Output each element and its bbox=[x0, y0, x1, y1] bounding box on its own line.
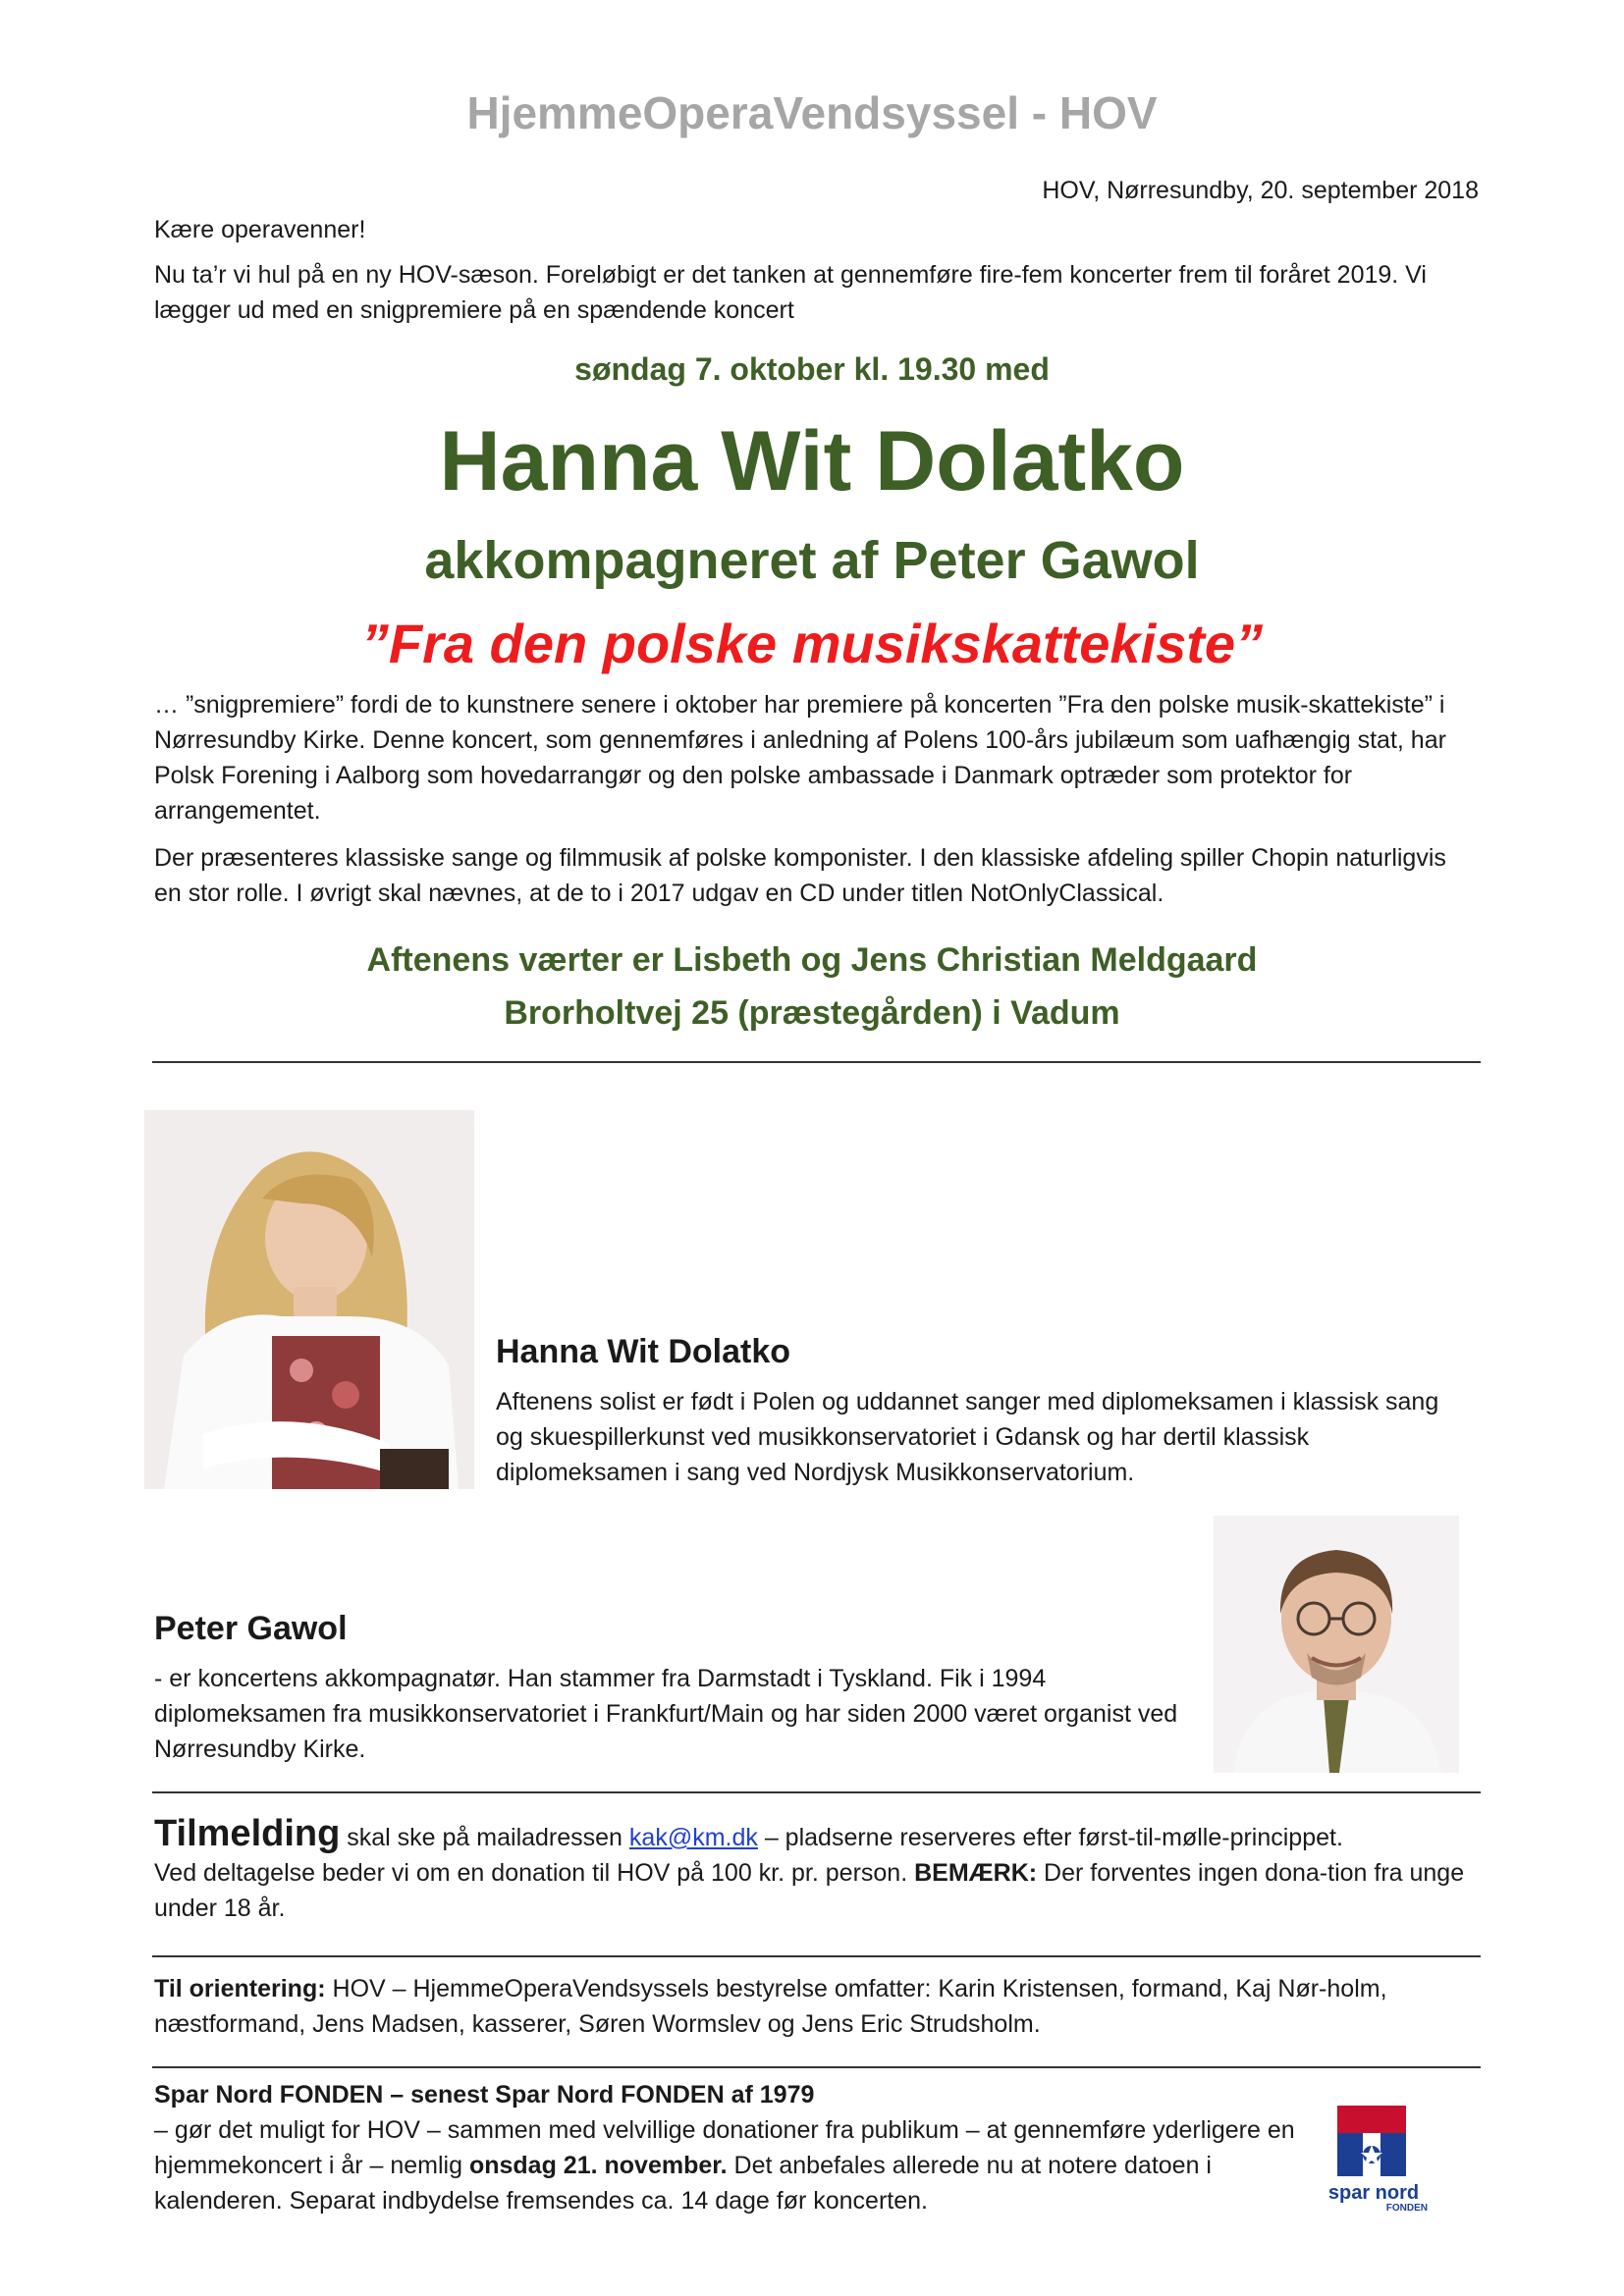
artist-headline: Hanna Wit Dolatko bbox=[439, 414, 1185, 508]
address-line: Brorholtvej 25 (præstegården) i Vadum bbox=[504, 994, 1120, 1032]
peter-bio-name: Peter Gawol bbox=[154, 1610, 348, 1647]
page-title: HjemmeOperaVendsyssel - HOV bbox=[466, 87, 1158, 138]
signup-text-after: – pladserne reserveres efter først-til-mølle-princippet. bbox=[757, 1824, 1343, 1851]
sponsor-heading: Spar Nord FONDEN – senest Spar Nord FONDEN af 1979 bbox=[154, 2081, 815, 2109]
spar-nord-logo-mark bbox=[1316, 2106, 1426, 2184]
hanna-bio-text: Aftenens solist er født i Polen og uddannet sanger med diplomeksamen i klassisk sang og skuespillerkunst ved musikkonservatoriet i Gdansk og har dertil klassisk diplomeksamen i sang ved Nordjysk Musikkonservatorium. bbox=[496, 1388, 1439, 1486]
donation-text: Ved deltagelse beder vi om en donation til HOV på 100 kr. pr. person. bbox=[154, 1859, 915, 1887]
intro-paragraph: Nu ta’r vi hul på en ny HOV-sæson. Foreløbigt er det tanken at gennemføre fire-fem koncerter frem til foråret 2019. Vi lægger ud med en snigpremiere på en spændende koncert bbox=[154, 261, 1427, 324]
peter-bio-text: - er koncertens akkompagnatør. Han stammer fra Darmstadt i Tyskland. Fik i 1994 diplomeksamen fra musikkonservatoriet i Frankfurt/Main og har siden 2000 været organist ved Nørresundby Kirke. bbox=[154, 1665, 1178, 1763]
logo-subtitle: FONDEN bbox=[1385, 2203, 1428, 2214]
peter-photo bbox=[1214, 1516, 1459, 1773]
hanna-photo bbox=[144, 1110, 474, 1489]
divider bbox=[152, 1791, 1481, 1793]
divider bbox=[152, 1061, 1481, 1063]
sponsor-date: onsdag 21. november. bbox=[468, 2152, 728, 2179]
greeting: Kære operavenner! bbox=[154, 216, 366, 243]
signup-email-link[interactable]: kak@km.dk bbox=[628, 1824, 758, 1851]
board-section bbox=[154, 1971, 1470, 2042]
event-date: søndag 7. oktober kl. 19.30 med bbox=[574, 351, 1050, 387]
board-label: Til orientering: bbox=[154, 1975, 326, 2002]
sponsor-text-a: – gør det muligt for HOV – sammen med velvillige donationer fra publikum – at gennemføre yderligere en hjemmekoncert i år – nemlig bbox=[154, 2116, 1295, 2179]
signup-heading: Tilmelding bbox=[154, 1813, 341, 1854]
description-paragraph-2: Der præsenteres klassiske sange og filmmusik af polske komponister. I den klassiske afdeling spiller Chopin naturligvis en stor rolle. I øvrigt skal nævnes, at de to i 2017 udgav en CD under titlen NotOnlyClassical. bbox=[154, 844, 1446, 907]
divider bbox=[152, 1955, 1481, 1957]
signup-section bbox=[154, 1813, 1482, 1926]
logo-wordmark: spar nord bbox=[1327, 2182, 1420, 2204]
hosts-line: Aftenens værter er Lisbeth og Jens Christian Meldgaard bbox=[366, 941, 1258, 979]
board-text: HOV – HjemmeOperaVendsyssels bestyrelse omfatter: Karin Kristensen, formand, Kaj Nør-holm, næstformand, Jens Madsen, kasserer, Søren Wormslev og Jens Eric Strudsholm. bbox=[154, 1975, 1387, 2038]
spar-nord-logo bbox=[1316, 2106, 1426, 2223]
divider bbox=[152, 2066, 1481, 2068]
accompanied-headline: akkompagneret af Peter Gawol bbox=[424, 531, 1200, 590]
place-date: HOV, Nørresundby, 20. september 2018 bbox=[1042, 177, 1479, 204]
signup-text: skal ske på mailadressen bbox=[340, 1824, 629, 1851]
sponsor-text-b: Det anbefales allerede nu at notere datoen i kalenderen. Separat indbydelse fremsendes ca. 14 dage før koncerten. bbox=[154, 2152, 1212, 2215]
donation-note: Der forventes ingen dona-tion fra unge under 18 år. bbox=[154, 1859, 1465, 1922]
note-label: BEMÆRK: bbox=[914, 1859, 1038, 1887]
hanna-bio-name: Hanna Wit Dolatko bbox=[496, 1333, 791, 1370]
description-paragraph-1: … ”snigpremiere” fordi de to kunstnere senere i oktober har premiere på koncerten ”Fra den polske musik-skattekiste” i Nørresundby Kirke. Denne koncert, som gennemføres i anledning af Polens 100-års jubilæum som uafhængig stat, har Polsk Forening i Aalborg som hovedarrangør og den polske ambassade i Danmark optræder som protektor for arrangementet. bbox=[154, 691, 1446, 825]
sponsor-text bbox=[154, 2112, 1313, 2218]
program-title: ”Fra den polske musikskattekiste” bbox=[360, 613, 1264, 674]
